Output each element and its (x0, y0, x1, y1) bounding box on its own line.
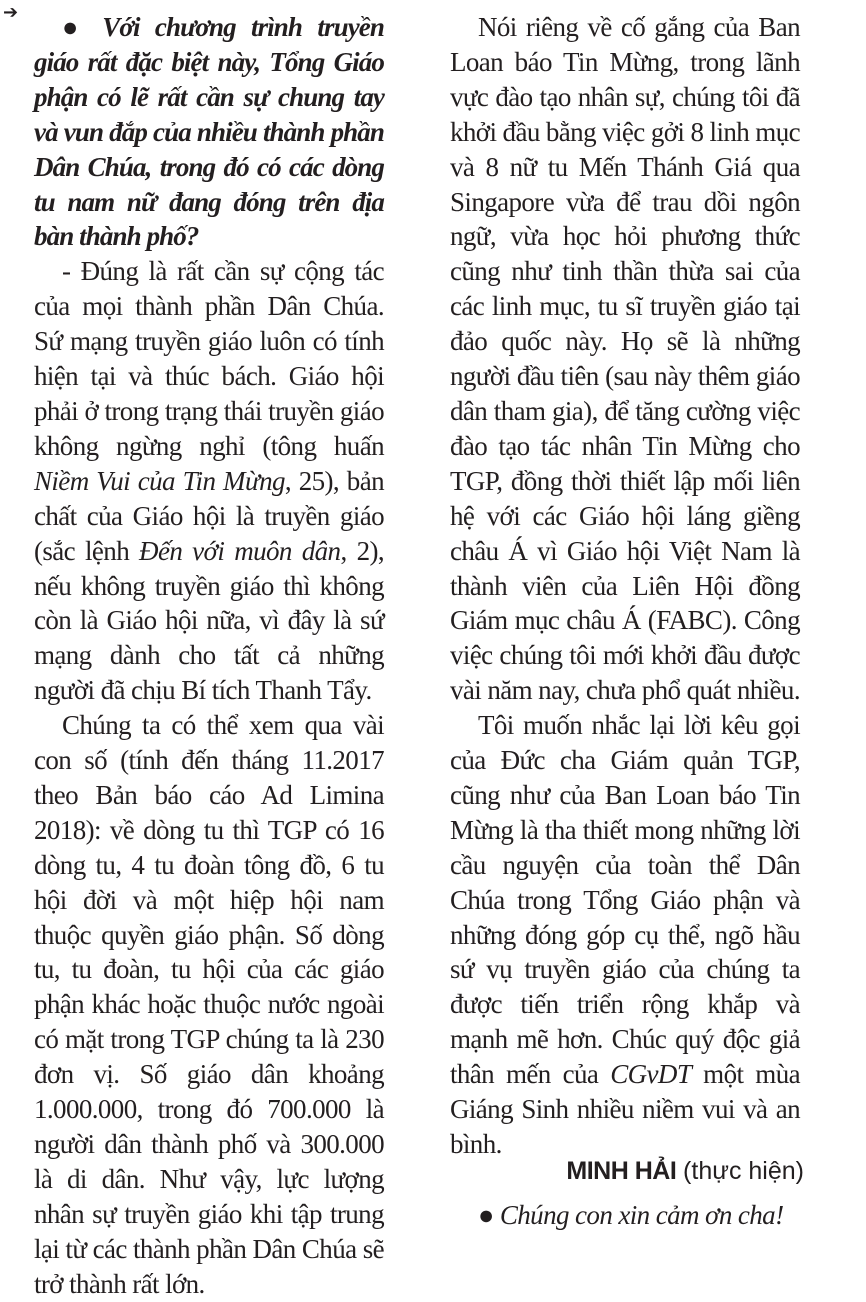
right-arrow-icon: ➔ (3, 2, 19, 23)
question-text: Với chương trình truyền giáo rất đặc biệt này, Tổng Giáo phận có lẽ rất cần sự chung tay và vun đắp của nhiều thành phần Dân Chúa, trong đó có các dòng tu nam nữ đang đóng trên địa bàn thành phố? (34, 12, 384, 252)
answer-paragraph-2: Chúng ta có thể xem qua vài con số (tính đến tháng 11.2017 theo Bản báo cáo Ad Limina 2018): về dòng tu thì TGP có 16 dòng tu, 4 tu đoàn tông đồ, 6 tu hội đời và một hiệp hội nam thuộc quyền giáo phận. Số dòng tu, tu đoàn, tu hội của các giáo phận khác hoặc thuộc nước ngoài có mặt trong TGP chúng ta là 230 đơn vị. Số giáo dân khoảng 1.000.000, trong đó 700.000 là người dân thành phố và 300.000 là di dân. Như vậy, lực lượng nhân sự truyền giáo khi tập trung lại từ các thành phần Dân Chúa sẽ trở thành rất lớn. (34, 710, 384, 1299)
left-column (34, 10, 384, 1302)
bullet-icon: ● (478, 1199, 494, 1230)
answer-text: một mùa Giáng Sinh nhiều niềm vui và an bình. (450, 1059, 800, 1159)
document-title-italic: Niềm Vui của Tin Mừng (34, 465, 285, 496)
bullet-icon: ● (62, 12, 87, 42)
answer-paragraph-3: Nói riêng về cố gắng của Ban Loan báo Tin Mừng, trong lãnh vực đào tạo nhân sự, chúng tôi đã khởi đầu bằng việc gởi 8 linh mục và 8 nữ tu Mến Thánh Giá qua Singapore vừa để trau dồi ngôn ngữ, vừa học hỏi phương thức cũng như tinh thần thừa sai của các linh mục, tu sĩ truyền giáo tại đảo quốc này. Họ sẽ là những người đầu tiên (sau này thêm giáo dân tham gia), để tăng cường việc đào tạo tác nhân Tin Mừng cho TGP, đồng thời thiết lập mối liên hệ với các Giáo hội láng giềng châu Á vì Giáo hội Việt Nam là thành viên của Liên Hội đồng Giám mục châu Á (FABC). Công việc chúng tôi mới khởi đầu được vài năm nay, chưa phổ quát nhiều. (450, 12, 800, 706)
interview-question (34, 10, 384, 254)
byline (566, 1153, 804, 1188)
answer-paragraph-1 (34, 254, 384, 708)
answer-text: Tôi muốn nhắc lại lời kêu gọi của Đức cha Giám quản TGP, cũng như của Ban Loan báo Tin Mừng là tha thiết mong những lời cầu nguyện của toàn thể Dân Chúa trong Tổng Giáo phận và những đóng góp cụ thể, ngõ hầu sứ vụ truyền giáo của chúng ta được tiến triển rộng khắp và mạnh mẽ hơn. Chúc quý độc giả thân mến của (450, 710, 800, 1090)
answer-text: , 2), nếu không truyền giáo thì không còn là Giáo hội nữa, vì đây là sứ mạng dành cho tất cả những người đã chịu Bí tích Thanh Tẩy. (34, 535, 385, 706)
author-name: MINH HẢI (566, 1157, 677, 1185)
right-column (450, 10, 800, 1233)
closing-remark (450, 1198, 800, 1233)
publication-name-italic: CGvDT (610, 1059, 692, 1090)
closing-text: Chúng con xin cảm ơn cha! (499, 1199, 784, 1230)
answer-paragraph-4 (450, 708, 800, 1162)
answer-text: - Đúng là rất cần sự cộng tác của mọi thành phần Dân Chúa. Sứ mạng truyền giáo luôn có tính hiện tại và thúc bách. Giáo hội phải ở trong trạng thái truyền giáo không ngừng nghỉ (tông huấn (34, 256, 384, 461)
answer-text: , 25), bản chất của Giáo hội là truyền giáo (sắc lệnh (34, 465, 384, 566)
author-role: (thực hiện) (683, 1157, 804, 1185)
document-title-italic: Đến với muôn dân (139, 535, 341, 566)
